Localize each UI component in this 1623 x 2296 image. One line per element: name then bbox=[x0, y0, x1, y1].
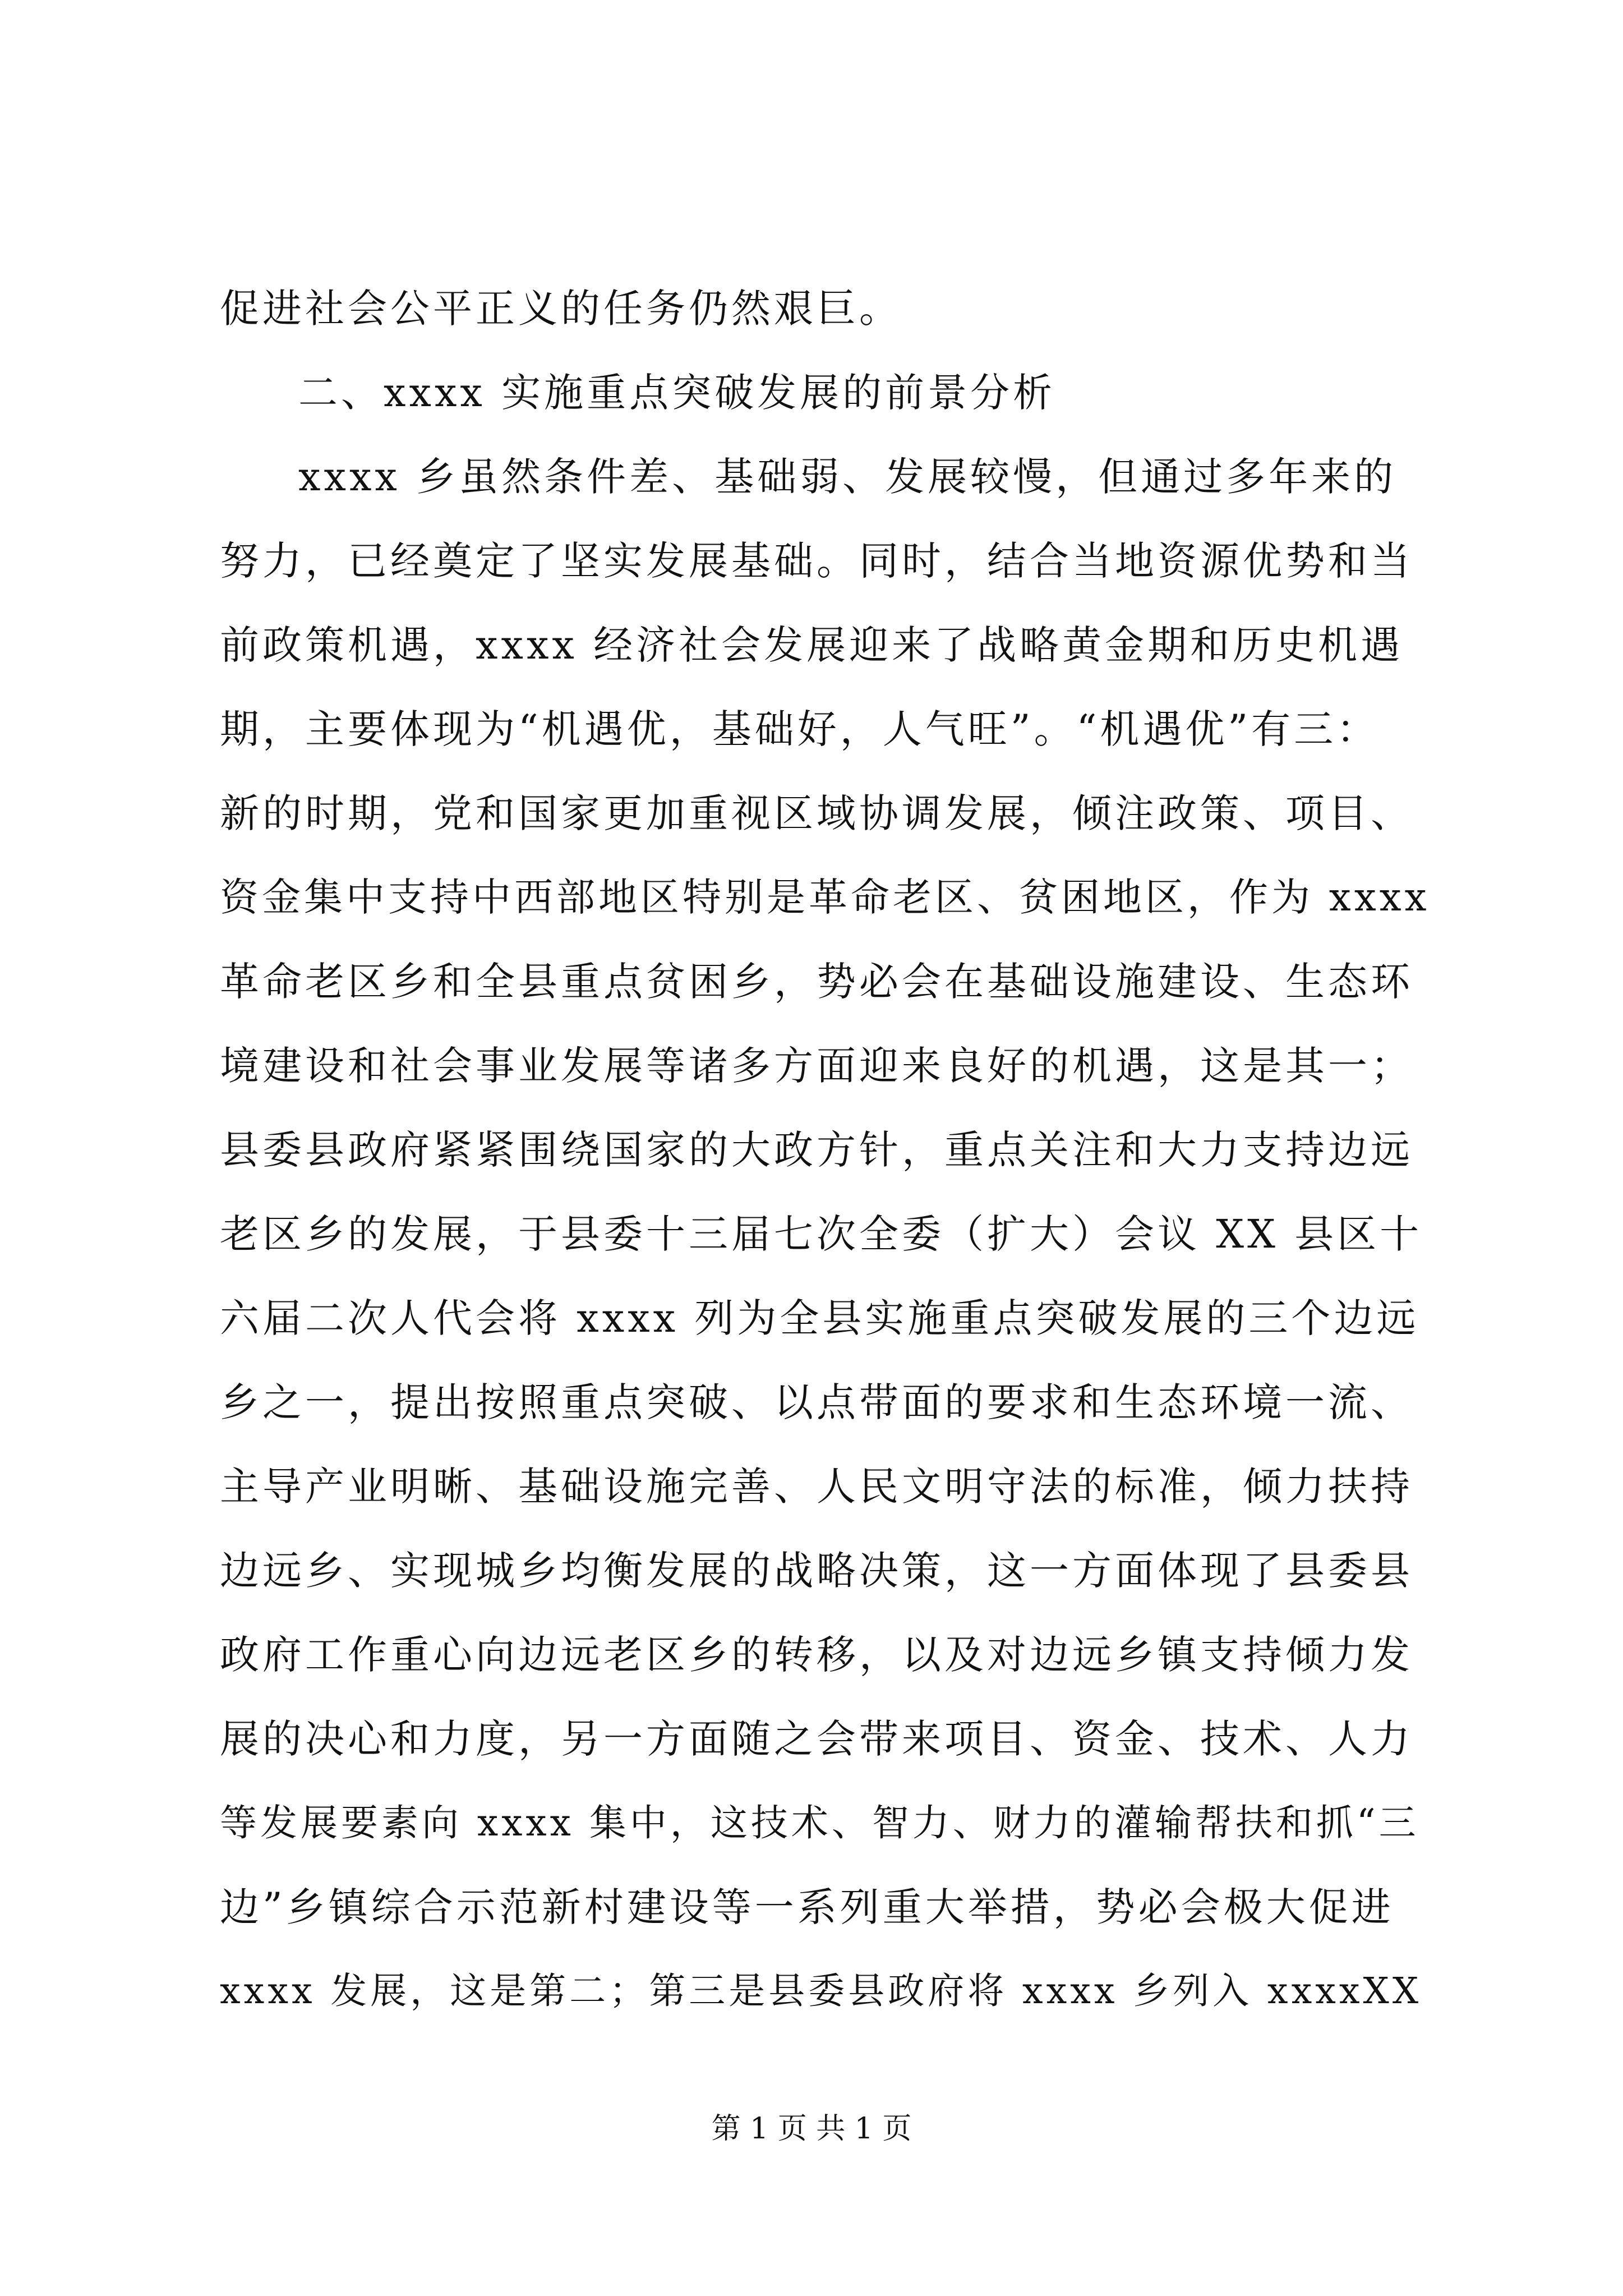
text-line: 革命老区乡和全县重点贫困乡，势必会在基础设施建设、生态环 bbox=[220, 959, 1413, 1005]
text-line: 前政策机遇，xxxx 经济社会发展迎来了战略黄金期和历史机遇 bbox=[220, 622, 1404, 668]
text-line: 新的时期，党和国家更加重视区域协调发展，倾注政策、项目、 bbox=[220, 790, 1413, 836]
text-line: 六届二次人代会将 xxxx 列为全县实施重点突破发展的三个边远 bbox=[220, 1295, 1419, 1341]
text-line: 境建设和社会事业发展等诸多方面迎来良好的机遇，这是其一； bbox=[220, 1043, 1413, 1089]
text-line: 边远乡、实现城乡均衡发展的战略决策，这一方面体现了县委县 bbox=[220, 1548, 1413, 1594]
section-heading: 二、xxxx 实施重点突破发展的前景分析 bbox=[298, 370, 1056, 416]
text-line: 资金集中支持中西部地区特别是革命老区、贫困地区，作为 xxxx bbox=[220, 875, 1430, 920]
text-line: 促进社会公平正义的任务仍然艰巨。 bbox=[220, 286, 902, 332]
page-number-footer: 第 1 页 共 1 页 bbox=[711, 2112, 912, 2146]
text-line: 乡之一，提出按照重点突破、以点带面的要求和生态环境一流、 bbox=[220, 1379, 1413, 1425]
text-line: 主导产业明晰、基础设施完善、人民文明守法的标准，倾力扶持 bbox=[220, 1464, 1413, 1510]
text-line: 老区乡的发展，于县委十三届七次全委（扩大）会议 XX 县区十 bbox=[220, 1211, 1423, 1257]
text-line: 等发展要素向 xxxx 集中，这技术、智力、财力的灌输帮扶和抓“三 bbox=[220, 1801, 1419, 1844]
text-line: xxxx 发展，这是第二；第三是县委县政府将 xxxx 乡列入 xxxxXX bbox=[220, 1970, 1422, 2012]
text-line: 县委县政府紧紧围绕国家的大政方针，重点关注和大力支持边远 bbox=[220, 1127, 1413, 1173]
text-line: 努力，已经奠定了坚实发展基础。同时，结合当地资源优势和当 bbox=[220, 538, 1413, 584]
text-line: xxxx 乡虽然条件差、基础弱、发展较慢，但通过多年来的 bbox=[298, 454, 1397, 500]
text-line: 期，主要体现为“机遇优，基础好，人气旺”。“机遇优”有三： bbox=[220, 706, 1380, 752]
text-line: 边”乡镇综合示范新村建设等一系列重大举措，势必会极大促进 bbox=[220, 1884, 1394, 1930]
text-line: 政府工作重心向边远老区乡的转移，以及对边远乡镇支持倾力发 bbox=[220, 1632, 1413, 1678]
text-line: 展的决心和力度，另一方面随之会带来项目、资金、技术、人力 bbox=[220, 1716, 1413, 1762]
